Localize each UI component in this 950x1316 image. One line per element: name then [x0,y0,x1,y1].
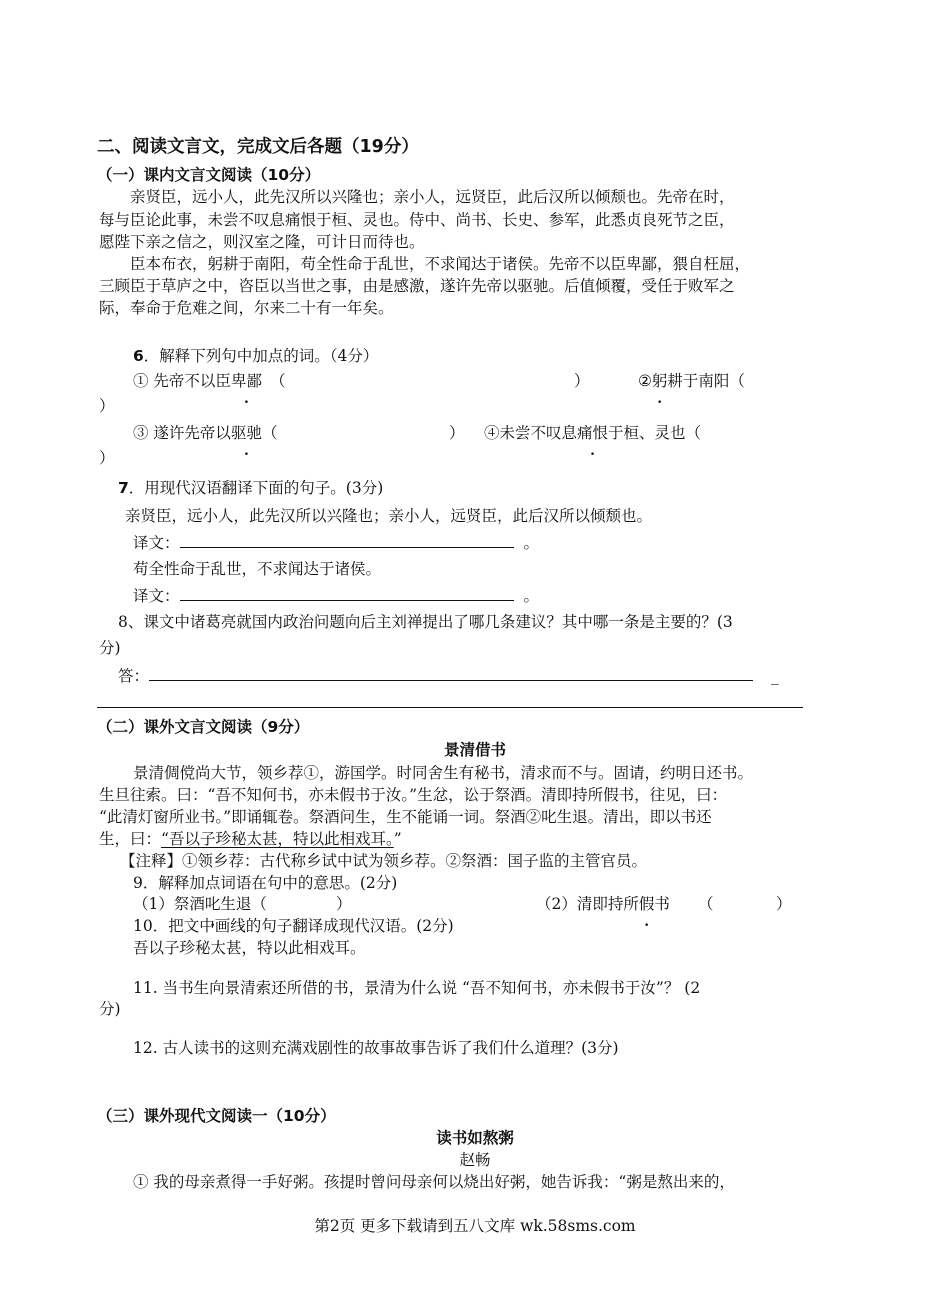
q7-sentence-1: 亲贤臣，远小人，此先汉所以兴隆也；亲小人，远贤臣，此后汉所以倾颓也。 [125,507,653,525]
question-8: 8、课文中诸葛亮就国内政治问题向后主刘禅提出了哪几条建议？其中哪一条是主要的？(3 [118,613,733,631]
question-number: 6 [133,347,144,365]
passage-line: 每与臣论此事，未尝不叹息痛恨于桓、灵也。侍中、尚书、长史、参军，此悉贞良死节之臣， [99,211,735,229]
question-12: 12. 古人读书的这则充满戏剧性的故事故事告诉了我们什么道理？(3分) [133,1039,619,1057]
part2-title: （二）课外文言文阅读（9分） [97,718,310,736]
passage-line: 亲贤臣，远小人，此先汉所以兴隆也；亲小人，远贤臣，此后汉所以倾颓也。先帝在时， [130,188,735,206]
q6-item-3-close: ） [449,424,465,442]
passage-line: 生，曰：“吾以子珍秘太甚，特以此相戏耳。” [99,830,402,848]
dotted-word: 卑鄙 [230,372,262,390]
q6-wrap: ） [99,449,115,467]
q7-translation-2: 译文： 。 [133,587,540,605]
q6-item-4: ④未尝不叹息痛恨于桓、灵也（ [484,424,702,442]
question-text: ．解释下列句中加点的词。（4分） [143,347,379,365]
passage-line: 愿陛下亲之信之，则汉室之隆，可计日而待也。 [99,233,425,251]
q8-answer-line: 答： _ [118,667,779,685]
q6-item-2: ②躬耕于南阳（ [638,372,745,390]
q6-item-3: ③ 遂许先帝以驱驰（ [133,424,278,442]
question-number: 7 [118,479,129,497]
q9-item-1-close: ） [336,895,352,913]
dotted-word: 躬 [651,372,668,390]
question-10: 10．把文中画线的句子翻译成现代汉语。(2分) [133,917,454,935]
annotation-note: 【注释】①领乡荐：古代称乡试中试为领乡荐。②祭酒：国子监的主管官员。 [120,852,648,870]
article-title: 读书如熬粥 [436,1129,514,1147]
question-9: 9．解释加点词语在句中的意思。(2分) [133,874,398,892]
q7-sentence-2: 苟全性命于乱世，不求闻达于诸侯。 [133,560,382,578]
q9-item-1: （1）祭酒叱生退（ [133,895,267,913]
answer-rule [97,707,803,708]
question-7 [118,477,383,499]
answer-blank[interactable] [149,666,753,681]
passage-line: 生旦往索。曰：“吾不知何书，亦未假书于汝。”生忿，讼于祭酒。清即持所假书，往见，曰： [99,786,728,804]
dotted-word: 假 [638,895,655,913]
q9-item-2: （2）清即持所假书 [536,895,670,913]
q10-sentence: 吾以子珍秘太甚，特以此相戏耳。 [133,939,366,957]
passage-line: 际，奉命于危难之间，尔来二十有一年矣。 [99,299,394,317]
dotted-word: 痛恨 [577,424,609,442]
q6-wrap: ） [99,397,115,415]
q9-item-2-close: ） [776,895,792,913]
passage-line: 臣本布衣，躬耕于南阳，苟全性命于乱世，不求闻达于诸侯。先帝不以臣卑鄙，猥自枉屈， [130,255,751,273]
question-text: ．用现代汉语翻译下面的句子。(3分) [128,479,384,497]
passage-line: 景清倜傥尚大节，领乡荐①，游国学。时同舍生有秘书，清求而不与。固请，约明日还书。 [133,764,754,782]
story-title: 景清借书 [443,741,506,759]
answer-blank[interactable] [180,586,514,601]
question-11-wrap: 分) [99,1000,121,1018]
q7-translation-1: 译文： 。 [133,534,540,552]
page-footer: 第2页 更多下载请到五八文库 wk.58sms.com [314,1217,636,1235]
q6-item-1: ① 先帝不以臣卑鄙 （ [133,372,286,390]
q9-item-2-open: （ [698,895,714,913]
question-6 [133,345,378,367]
dotted-word: 叱 [204,895,221,913]
passage-line: 三顾臣于草庐之中，咨臣以当世之事，由是感激，遂许先帝以驱驰。后值倾覆，受任于败军之 [99,277,735,295]
part1-title: （一）课内文言文阅读（10分） [97,166,321,184]
article-author: 赵畅 [459,1151,491,1169]
part3-title: （三）课外现代文阅读一（10分） [97,1107,336,1125]
question-8-wrap: 分) [99,639,121,657]
section-title: 二、阅读文言文，完成文后各题（19分） [97,137,419,157]
question-11: 11. 当书生向景清索还所借的书，景清为什么说 “吾不知何书，亦未假书于汝”？ (2 [133,979,701,997]
passage-line: ① 我的母亲煮得一手好粥。孩提时曾问母亲何以烧出好粥，她告诉我：“粥是熬出来的， [133,1173,735,1191]
underlined-sentence: “吾以子珍秘太甚，特以此相戏耳。 [161,830,394,848]
dotted-word: 驱驰 [230,424,262,442]
answer-blank[interactable] [180,533,514,548]
q6-item-1-close: ） [574,372,590,390]
passage-line: “此清灯窗所业书。”即诵辄卷。祭酒问生，生不能诵一词。祭酒②叱生退。清出，即以书还 [99,808,712,826]
